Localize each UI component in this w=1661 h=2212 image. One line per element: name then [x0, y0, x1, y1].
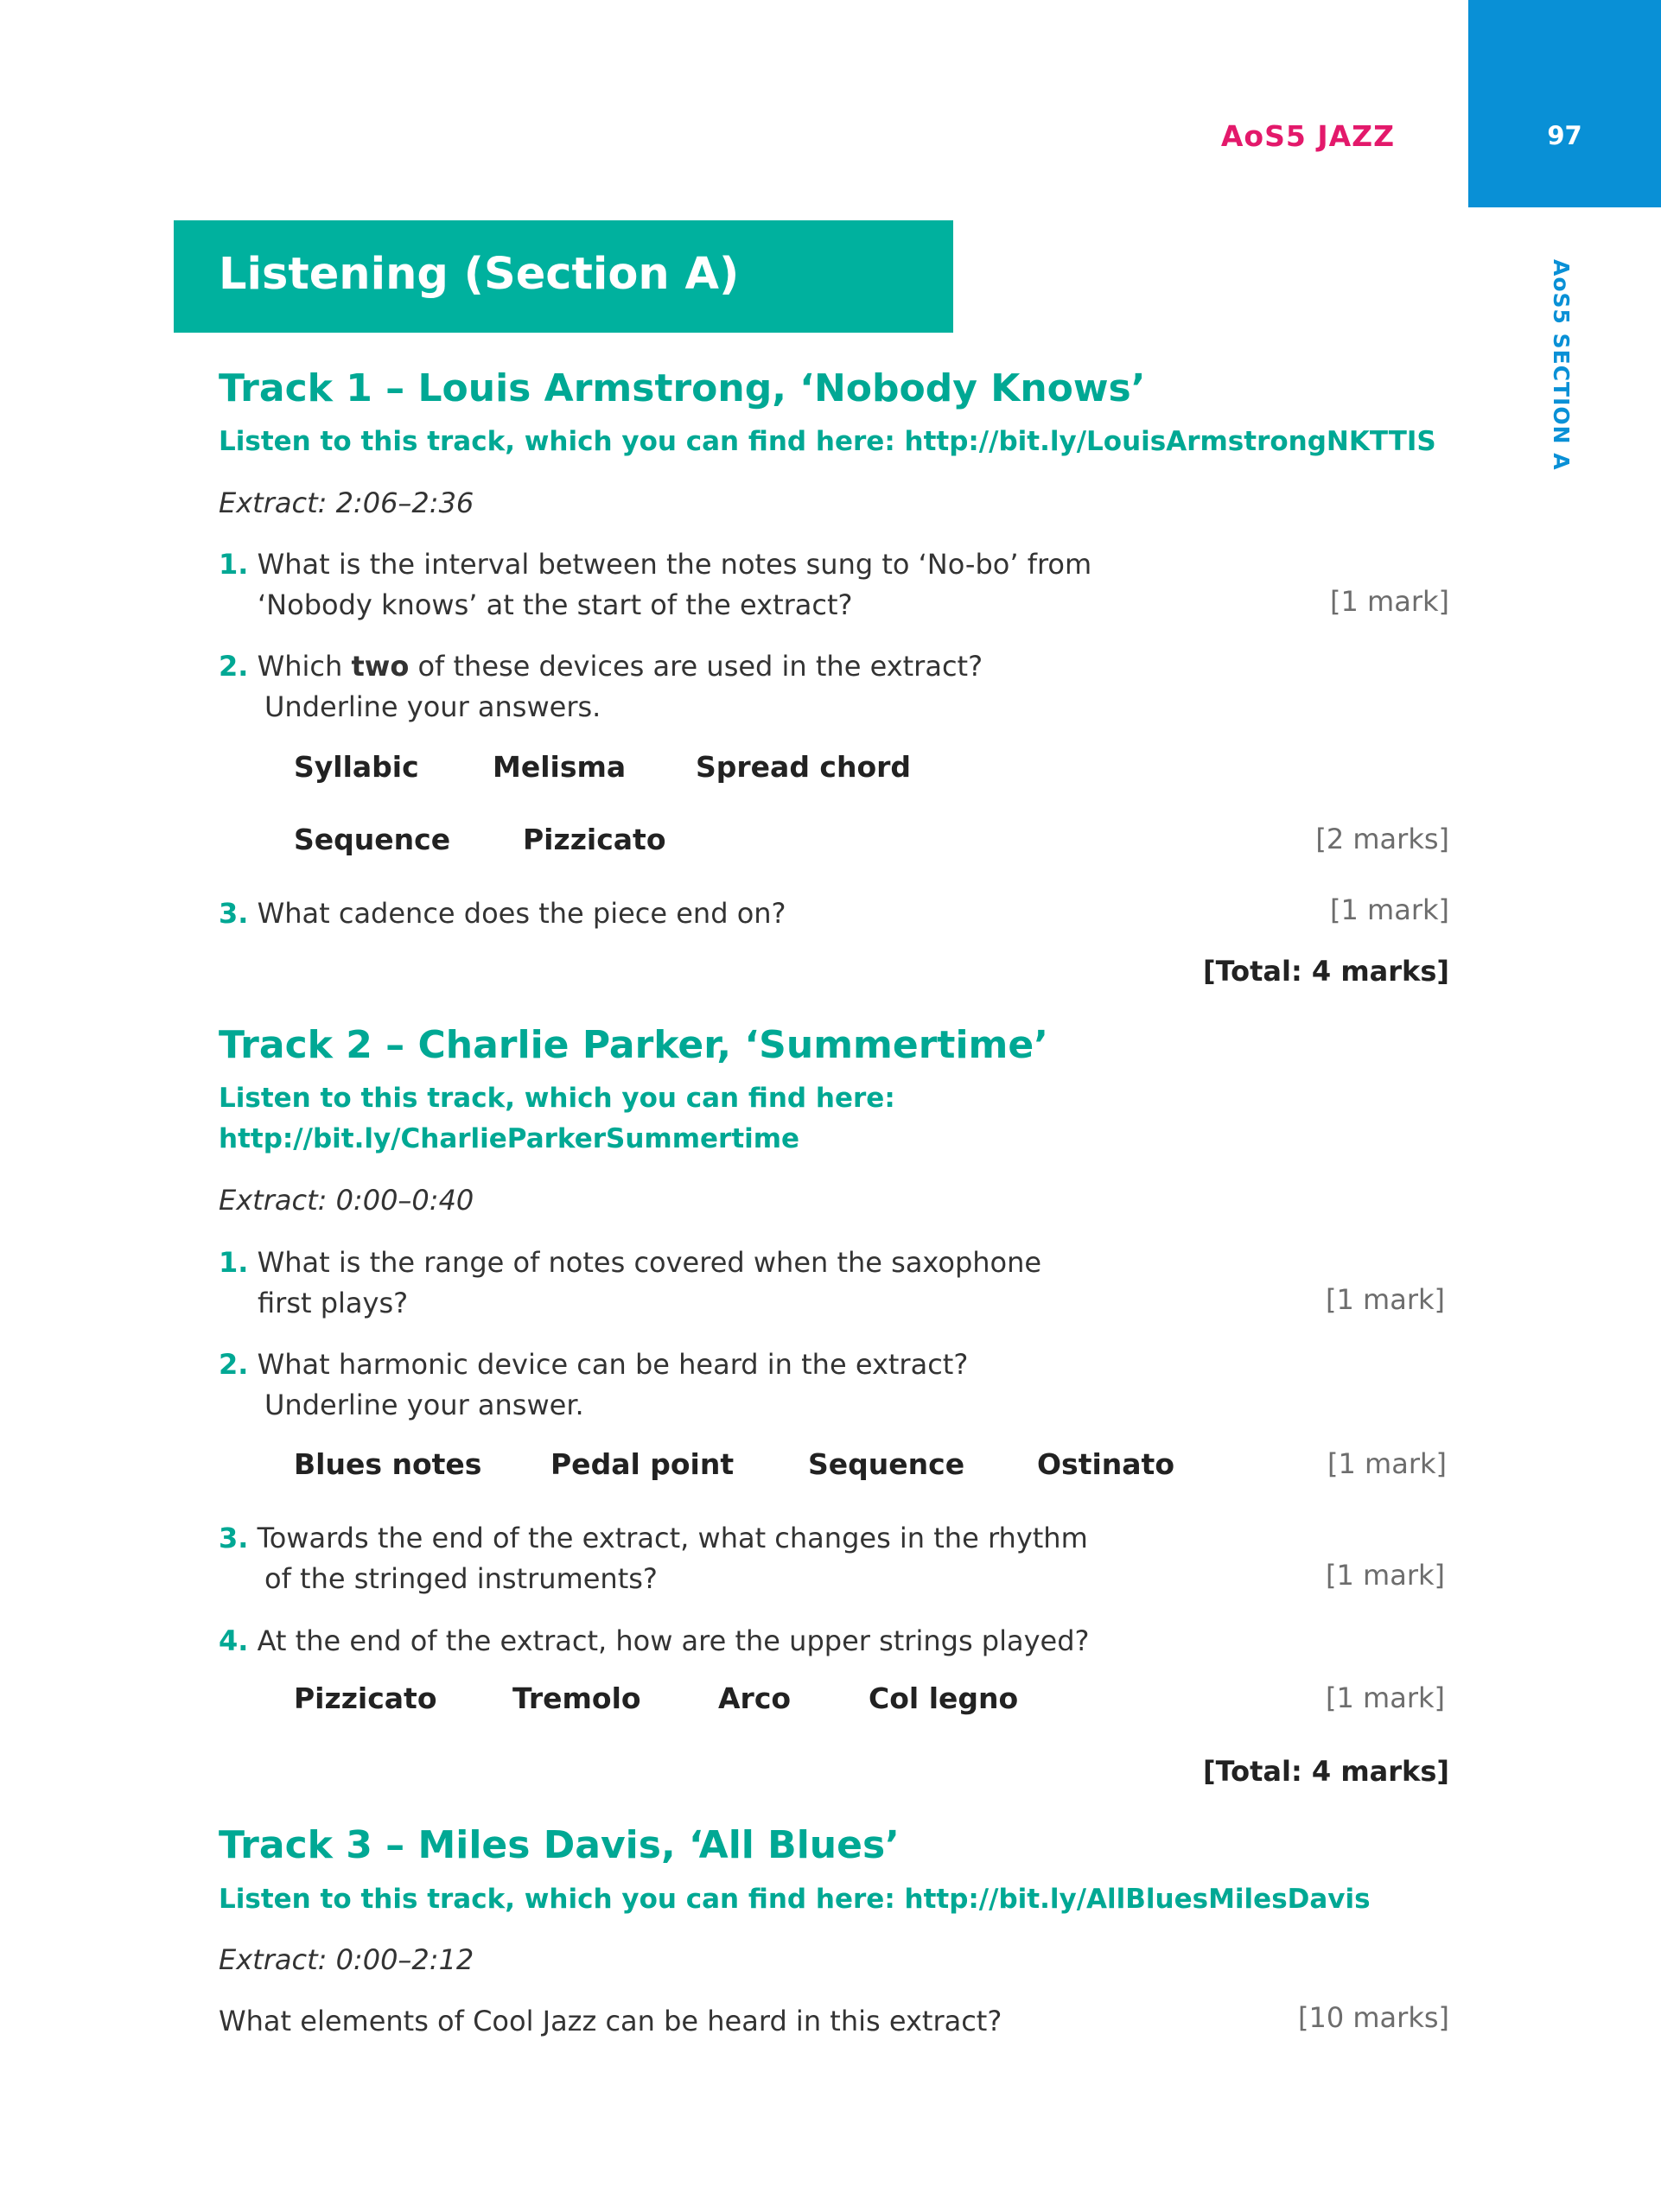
question-text: What is the interval between the notes sung to ‘No-bo’ from: [257, 548, 1092, 581]
question-text-bold: two: [351, 650, 410, 683]
track1-q2-mark: [2 marks]: [1315, 823, 1449, 855]
track2-question-1: [219, 1243, 1041, 1283]
option-tremolo[interactable]: Tremolo: [512, 1681, 641, 1715]
track1-extract: Extract: 2:06–2:36: [219, 486, 474, 519]
running-head: AoS5 JAZZ: [1220, 119, 1395, 153]
track2-total: [Total: 4 marks]: [1202, 1755, 1449, 1788]
track3-extract: Extract: 0:00–2:12: [219, 1943, 474, 1976]
track2-listen-text: Listen to this track, which you can find here:: [219, 1083, 895, 1114]
track2-question-4: [219, 1621, 1090, 1662]
option-spread-chord[interactable]: Spread chord: [696, 750, 912, 784]
question-number: 1.: [219, 1246, 249, 1279]
option-syllabic[interactable]: Syllabic: [294, 750, 419, 784]
track2-q2-mark: [1 mark]: [1327, 1447, 1447, 1480]
track2-q3-mark: [1 mark]: [1326, 1559, 1445, 1592]
track1-question-1-line2: ‘Nobody knows’ at the start of the extract?: [258, 588, 853, 621]
track3-mark: [10 marks]: [1298, 2001, 1449, 2034]
page-tab: [1468, 0, 1661, 207]
track2-question-1-line2: first plays?: [258, 1287, 409, 1319]
option-arco[interactable]: Arco: [718, 1681, 792, 1715]
track1-question-3: [219, 893, 786, 934]
track2-question-2-line2: Underline your answer.: [264, 1389, 584, 1421]
option-melisma[interactable]: Melisma: [493, 750, 627, 784]
track2-extract: Extract: 0:00–0:40: [219, 1184, 474, 1217]
track3-title: Track 3 – Miles Davis, ‘All Blues’: [219, 1823, 900, 1867]
track1-total: [Total: 4 marks]: [1202, 955, 1449, 988]
track1-title: Track 1 – Louis Armstrong, ‘Nobody Knows’: [219, 366, 1146, 410]
option-pizzicato[interactable]: Pizzicato: [294, 1681, 437, 1715]
track2-title: Track 2 – Charlie Parker, ‘Summertime’: [219, 1023, 1048, 1067]
option-pedal-point[interactable]: Pedal point: [550, 1447, 735, 1481]
track1-listen-link[interactable]: Listen to this track, which you can find here: http://bit.ly/LouisArmstrongNKTTIS: [219, 426, 1436, 457]
option-sequence[interactable]: Sequence: [808, 1447, 965, 1481]
question-number: 2.: [219, 650, 249, 683]
track2-q1-mark: [1 mark]: [1326, 1283, 1445, 1316]
option-ostinato[interactable]: Ostinato: [1037, 1447, 1174, 1481]
option-blues-notes[interactable]: Blues notes: [294, 1447, 482, 1481]
question-text-pre: Which: [257, 650, 352, 683]
section-title: Listening (Section A): [219, 249, 740, 300]
track3-question: What elements of Cool Jazz can be heard in this extract?: [219, 2005, 1002, 2037]
question-text: What is the range of notes covered when the saxophone: [257, 1246, 1042, 1279]
question-number: 3.: [219, 897, 249, 930]
option-pizzicato[interactable]: Pizzicato: [523, 823, 666, 856]
track2-listen-link[interactable]: http://bit.ly/CharlieParkerSummertime: [219, 1123, 800, 1154]
question-number: 4.: [219, 1624, 249, 1657]
track2-question-3: [219, 1518, 1088, 1559]
side-label: [1531, 259, 1582, 484]
option-col-legno[interactable]: Col legno: [869, 1681, 1019, 1715]
track1-question-1: [219, 544, 1091, 585]
page-number: 97: [1547, 121, 1582, 150]
track3-listen-link[interactable]: Listen to this track, which you can find here: http://bit.ly/AllBluesMilesDavis: [219, 1884, 1371, 1915]
track1-question-2-line2: Underline your answers.: [264, 690, 601, 723]
question-text: At the end of the extract, how are the upper strings played?: [257, 1624, 1090, 1657]
track1-q1-mark: [1 mark]: [1330, 585, 1449, 618]
question-number: 3.: [219, 1522, 249, 1554]
question-number: 1.: [219, 548, 249, 581]
side-label-text: AoS5 SECTION A: [1549, 259, 1574, 471]
track1-question-2: [219, 646, 983, 687]
track2-q4-mark: [1 mark]: [1326, 1681, 1445, 1714]
question-text: What cadence does the piece end on?: [257, 897, 786, 930]
question-number: 2.: [219, 1348, 249, 1381]
question-text: What harmonic device can be heard in the extract?: [257, 1348, 969, 1381]
option-sequence[interactable]: Sequence: [294, 823, 451, 856]
track2-question-3-line2: of the stringed instruments?: [264, 1562, 658, 1595]
track2-question-2: [219, 1344, 968, 1385]
question-text-post: of these devices are used in the extract?: [409, 650, 983, 683]
question-text: Towards the end of the extract, what changes in the rhythm: [257, 1522, 1088, 1554]
track1-q3-mark: [1 mark]: [1330, 893, 1449, 926]
